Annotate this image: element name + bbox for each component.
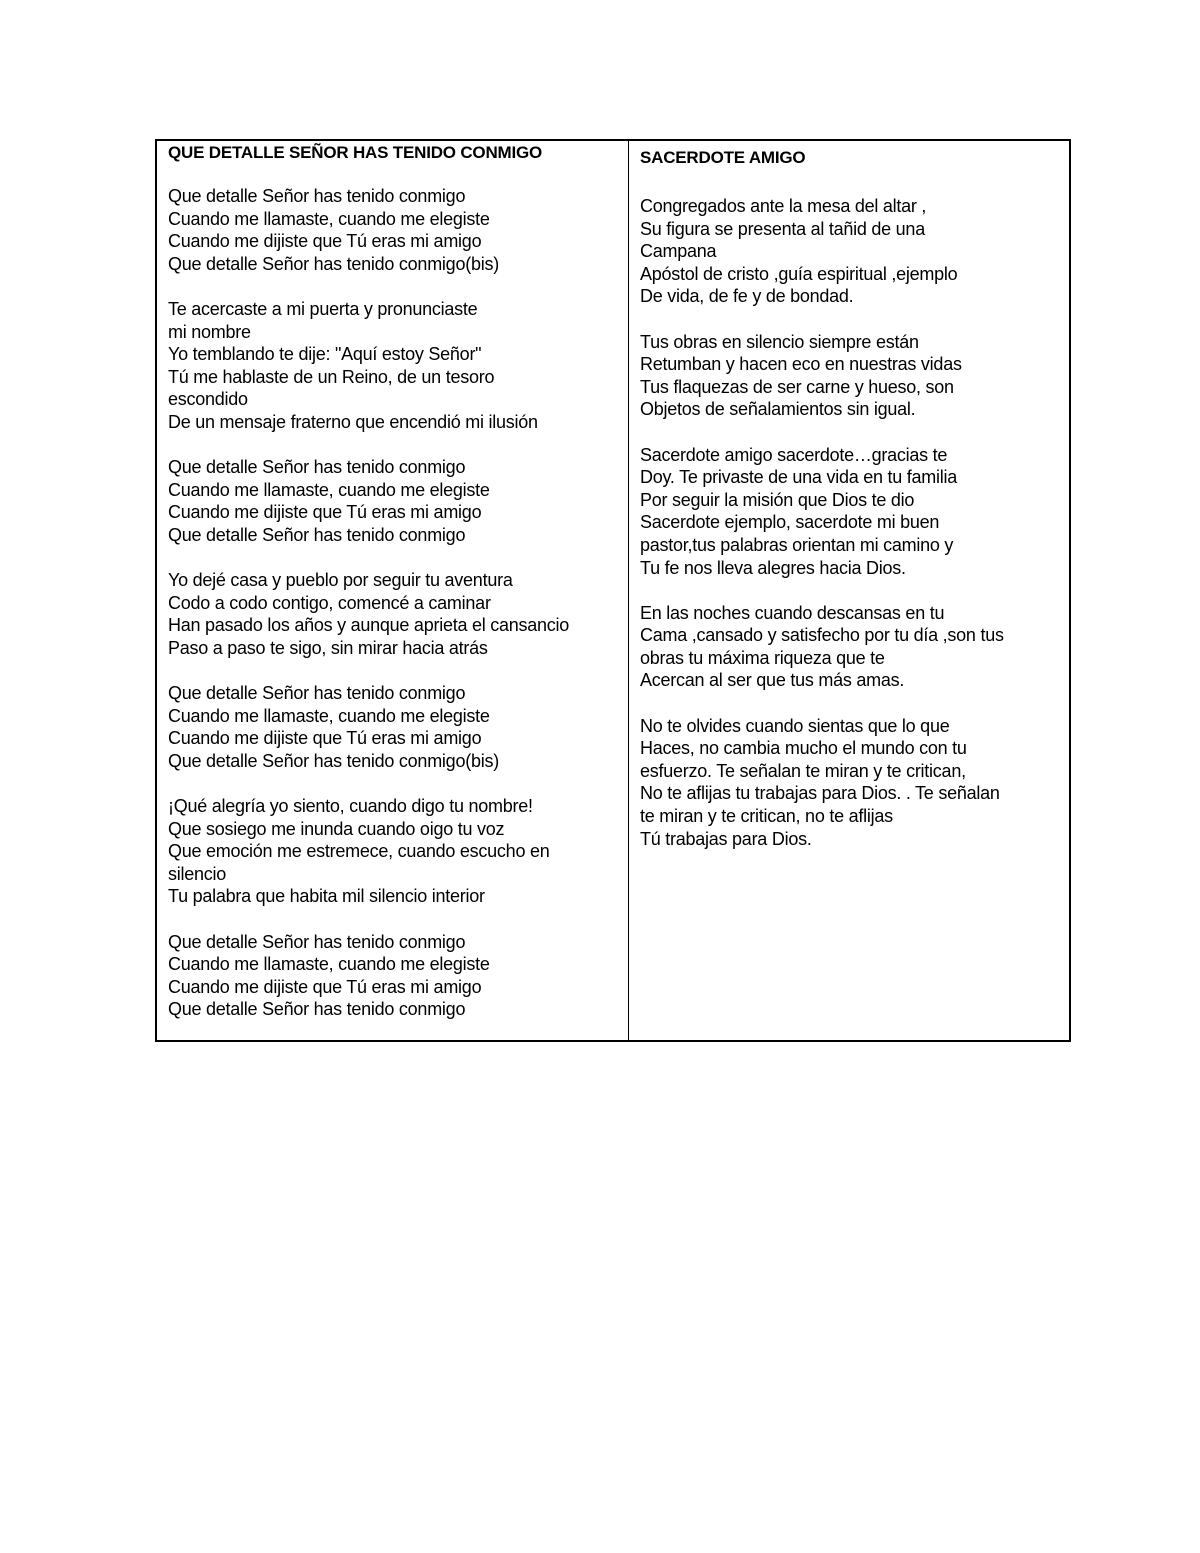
- lyric-line: mi nombre: [168, 321, 251, 342]
- lyric-line: Tu palabra que habita mil silencio interior: [168, 886, 485, 907]
- lyric-line: No te olvides cuando sientas que lo que: [640, 715, 950, 736]
- lyric-line: Que detalle Señor has tenido conmigo(bis): [168, 253, 499, 274]
- lyric-line: Congregados ante la mesa del altar ,: [640, 196, 927, 216]
- lyric-line: obras tu máxima riqueza que te: [640, 647, 885, 668]
- right-column: [629, 141, 1069, 1040]
- stanza-list: [168, 185, 624, 1021]
- lyric-line: ¡Qué alegría yo siento, cuando digo tu nombre!: [168, 796, 533, 817]
- lyric-line: Que emoción me estremece, cuando escucho en: [168, 841, 550, 862]
- lyric-line: Cuando me dijiste que Tú eras mi amigo: [168, 728, 482, 749]
- lyric-line: Apóstol de cristo ,guía espiritual ,ejemplo: [640, 263, 958, 284]
- lyric-line: Por seguir la misión que Dios te dio: [640, 489, 915, 510]
- stanza: [640, 444, 1065, 580]
- lyric-line: Haces, no cambia mucho el mundo con tu: [640, 738, 967, 759]
- stanza: [640, 715, 1065, 851]
- stanza: [168, 795, 624, 908]
- song-title: SACERDOTE AMIGO: [640, 148, 806, 167]
- lyric-line: Cuando me dijiste que Tú eras mi amigo: [168, 976, 482, 997]
- stanza: [168, 185, 624, 275]
- left-column: [157, 141, 629, 1040]
- lyric-line: Tus obras en silencio siempre están: [640, 331, 919, 352]
- lyric-line: Cuando me llamaste, cuando me elegiste: [168, 479, 490, 500]
- song-title: QUE DETALLE SEÑOR HAS TENIDO CONMIGO: [168, 143, 543, 162]
- lyric-line: Retumban y hacen eco en nuestras vidas: [640, 354, 962, 375]
- lyric-line: Que detalle Señor has tenido conmigo: [168, 524, 466, 545]
- stanza: [168, 456, 624, 546]
- lyric-line: Cuando me llamaste, cuando me elegiste: [168, 954, 490, 975]
- lyric-line: Sacerdote amigo sacerdote…gracias te: [640, 444, 948, 465]
- lyric-line: Codo a codo contigo, comencé a caminar: [168, 592, 491, 613]
- stanza: [168, 931, 624, 1021]
- lyric-line: Tú trabajas para Dios.: [640, 828, 812, 849]
- lyric-line: Tus flaquezas de ser carne y hueso, son: [640, 376, 954, 397]
- lyric-line: Han pasado los años y aunque aprieta el cansancio: [168, 615, 570, 636]
- lyric-line: escondido: [168, 389, 248, 410]
- lyric-line: No te aflijas tu trabajas para Dios. . Te señalan: [640, 783, 1000, 804]
- lyric-line: Paso a paso te sigo, sin mirar hacia atrás: [168, 637, 488, 658]
- lyric-line: Campana: [640, 241, 717, 262]
- lyric-line: Tu fe nos lleva alegres hacia Dios.: [640, 557, 906, 578]
- lyric-line: Que detalle Señor has tenido conmigo: [168, 186, 466, 206]
- stanza: [168, 682, 624, 772]
- lyric-line: Sacerdote ejemplo, sacerdote mi buen: [640, 512, 940, 533]
- lyric-line: esfuerzo. Te señalan te miran y te critican,: [640, 760, 966, 781]
- lyric-line: pastor,tus palabras orientan mi camino y: [640, 534, 954, 555]
- song-table: [155, 139, 1071, 1042]
- lyric-line: En las noches cuando descansas en tu: [640, 602, 945, 623]
- lyric-line: Objetos de señalamientos sin igual.: [640, 399, 916, 420]
- lyric-line: silencio: [168, 863, 227, 884]
- lyric-line: Que detalle Señor has tenido conmigo: [168, 457, 466, 478]
- lyric-line: Cuando me llamaste, cuando me elegiste: [168, 208, 490, 229]
- stanza: [640, 602, 1065, 692]
- lyric-line: Cuando me dijiste que Tú eras mi amigo: [168, 231, 482, 252]
- lyric-line: Yo temblando te dije: "Aquí estoy Señor": [168, 344, 482, 365]
- lyric-line: Que detalle Señor has tenido conmigo: [168, 931, 466, 952]
- lyric-line: Tú me hablaste de un Reino, de un tesoro: [168, 366, 495, 387]
- lyric-line: Acercan al ser que tus más amas.: [640, 670, 905, 691]
- stanza: [168, 569, 624, 659]
- lyric-line: Que detalle Señor has tenido conmigo: [168, 683, 466, 704]
- lyric-line: Cuando me dijiste que Tú eras mi amigo: [168, 502, 482, 523]
- lyric-line: Que detalle Señor has tenido conmigo: [168, 999, 466, 1020]
- lyric-line: Cuando me llamaste, cuando me elegiste: [168, 705, 490, 726]
- lyric-line: Cama ,cansado y satisfecho por tu día ,son tus: [640, 625, 1004, 646]
- stanza: [640, 331, 1065, 421]
- stanza: [640, 195, 1065, 308]
- lyric-line: Que detalle Señor has tenido conmigo(bis): [168, 750, 499, 771]
- stanza-list: [640, 195, 1065, 850]
- lyric-line: De un mensaje fraterno que encendió mi ilusión: [168, 411, 538, 432]
- lyric-line: Su figura se presenta al tañid de una: [640, 218, 925, 239]
- lyric-line: Doy. Te privaste de una vida en tu familia: [640, 467, 958, 488]
- lyric-line: De vida, de fe y de bondad.: [640, 286, 854, 307]
- lyric-line: Te acercaste a mi puerta y pronunciaste: [168, 298, 478, 319]
- lyric-line: te miran y te critican, no te aflijas: [640, 806, 893, 827]
- lyric-line: Yo dejé casa y pueblo por seguir tu aventura: [168, 570, 513, 591]
- lyric-line: Que sosiego me inunda cuando oigo tu voz: [168, 818, 505, 839]
- stanza: [168, 298, 624, 434]
